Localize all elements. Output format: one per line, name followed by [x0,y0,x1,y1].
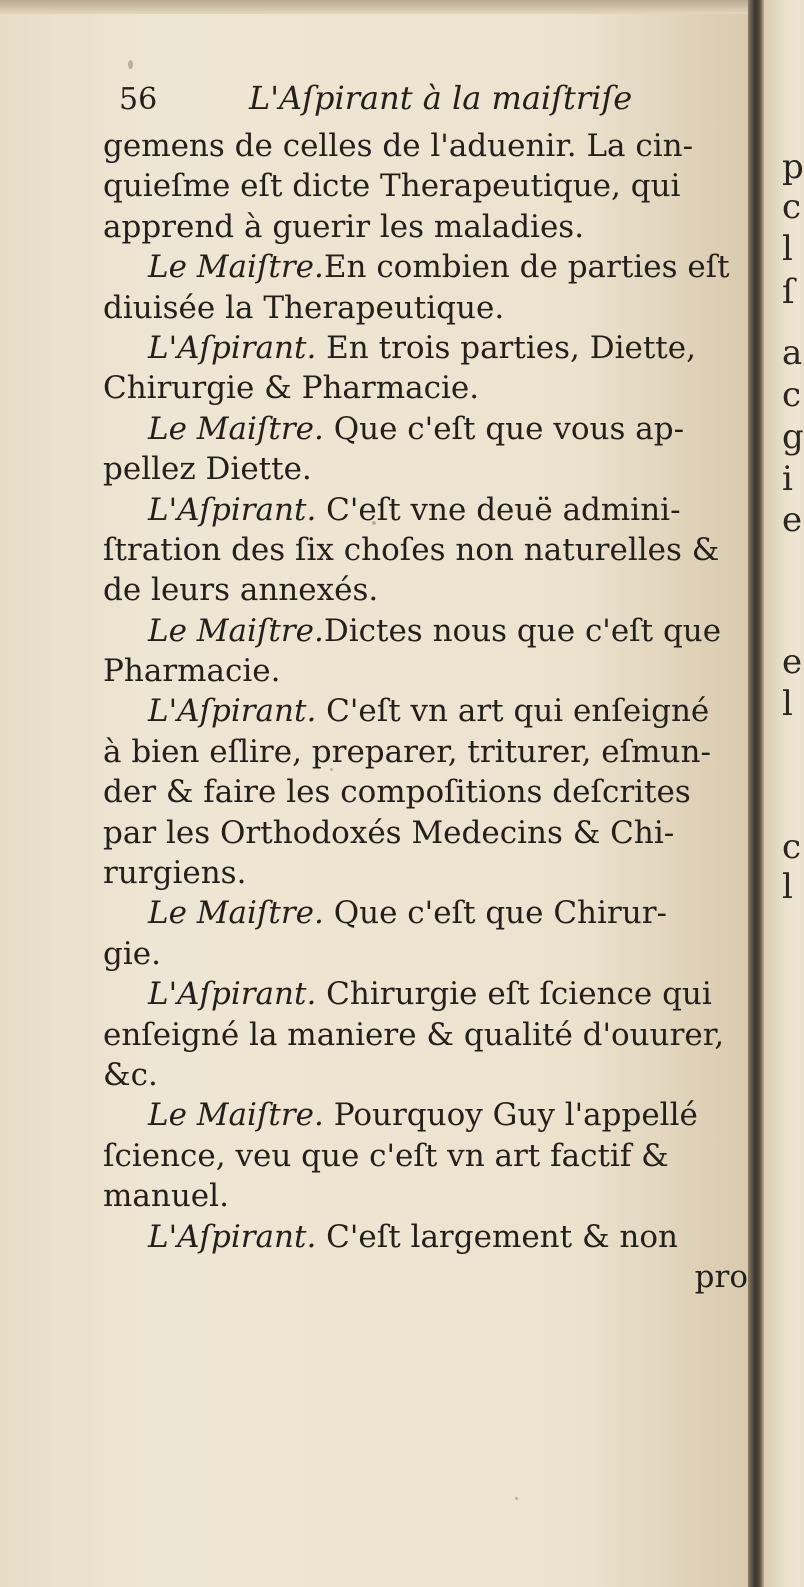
text-line [103,328,748,368]
line-text: En trois parties, Diette, [316,329,696,366]
facing-page-letter: l [782,229,793,269]
text-line [103,570,748,610]
line-text: à bien eſlire, preparer, triturer, eſmun- [103,733,711,770]
page-header [119,78,748,126]
facing-page-letter: c [782,375,802,415]
text-line [103,166,748,206]
line-text: enſeigné la maniere & qualité d'ouurer, [103,1016,725,1053]
text-line [103,409,748,449]
book-gutter [748,0,764,1587]
text-line [103,1217,748,1257]
text-line [103,530,748,570]
line-text: rurgiens. [103,855,247,892]
text-line [103,1136,748,1176]
line-text: pellez Diette. [103,451,312,488]
text-line [103,893,748,933]
speaker-label: L'Aſpirant. [148,1218,317,1255]
line-text: diuisée la Therapeutique. [103,289,505,326]
catchword: pro [694,1258,748,1295]
page-top-edge [0,0,800,14]
text-line [103,853,748,893]
line-text: Que c'eſt que Chirur- [323,895,668,932]
facing-page-letter: c [782,827,802,867]
line-text: Pourquoy Guy l'appellé [323,1097,698,1134]
facing-page-letter: i [782,459,793,499]
speaker-label: Le Maiſtre. [148,249,324,286]
text-line [103,1015,748,1055]
paper-speck [128,60,133,69]
line-text: Dictes nous que c'eſt que [323,612,722,649]
text-line [103,490,748,530]
facing-page-letter: c [782,187,802,227]
line-text: quieſme eſt dicte Therapeutique, qui [103,168,681,205]
line-text: gemens de celles de l'aduenir. La cin- [103,128,694,164]
facing-page-letter: e [782,500,803,540]
facing-page-letter: g [782,417,804,457]
facing-page-letter: ſ [782,272,795,312]
line-text: Pharmacie. [103,653,281,690]
line-text: apprend à guerir les maladies. [103,208,585,245]
text-lines [103,126,748,1257]
paper-speck [372,521,376,525]
facing-page-letter: a [782,333,803,373]
text-line [103,1055,748,1095]
text-line [103,449,748,489]
line-text: C'eſt vne deuë admini- [316,491,681,528]
text-line [103,368,748,408]
line-text: gie. [103,935,161,972]
text-line [103,651,748,691]
text-line [103,691,748,731]
text-line [103,126,748,166]
speaker-label: L'Aſpirant. [148,491,317,528]
speaker-label: L'Aſpirant. [148,976,317,1013]
paper-speck [515,1497,518,1500]
line-text: C'eſt largement & non [316,1218,679,1255]
facing-page-letter: p [782,147,804,187]
text-line [103,732,748,772]
text-line [103,974,748,1014]
line-text: manuel. [103,1178,229,1215]
text-line [103,1176,748,1216]
page-text-block [103,78,748,1297]
line-text: En combien de parties eſt [323,249,730,286]
line-text: de leurs annexés. [103,572,379,609]
line-text: par les Orthodoxés Medecins & Chi- [103,814,675,851]
speaker-label: L'Aſpirant. [148,329,317,366]
speaker-label: Le Maiſtre. [148,895,324,932]
line-text: &c. [103,1056,158,1093]
text-line [103,611,748,651]
facing-page-letter: l [782,684,793,724]
speaker-label: Le Maiſtre. [148,612,324,649]
facing-page-letter: e [782,642,803,682]
text-line [103,934,748,974]
line-text: Chirurgie eſt ſcience qui [316,976,712,1013]
facing-page-letter: l [782,867,793,907]
speaker-label: Le Maiſtre. [148,410,324,447]
running-head: L'Aſpirant à la maiſtriſe [249,79,633,117]
paper-speck [330,768,333,771]
page-number: 56 [119,82,158,117]
text-line [103,207,748,247]
speaker-label: Le Maiſtre. [148,1097,324,1134]
speaker-label: L'Aſpirant. [148,693,317,730]
text-line [103,813,748,853]
line-text: Chirurgie & Pharmacie. [103,370,480,407]
line-text: der & faire les compoſitions deſcrites [103,774,691,811]
line-text: Que c'eſt que vous ap- [323,410,685,447]
line-text: ſcience, veu que c'eſt vn art factif & [103,1137,669,1174]
text-line [103,247,748,287]
text-line [103,288,748,328]
text-line [103,772,748,812]
facing-page-edge [764,0,804,1587]
line-text: C'eſt vn art qui enſeigné [316,693,710,730]
line-text: ſtration des ſix choſes non naturelles & [103,531,720,568]
text-line [103,1095,748,1135]
